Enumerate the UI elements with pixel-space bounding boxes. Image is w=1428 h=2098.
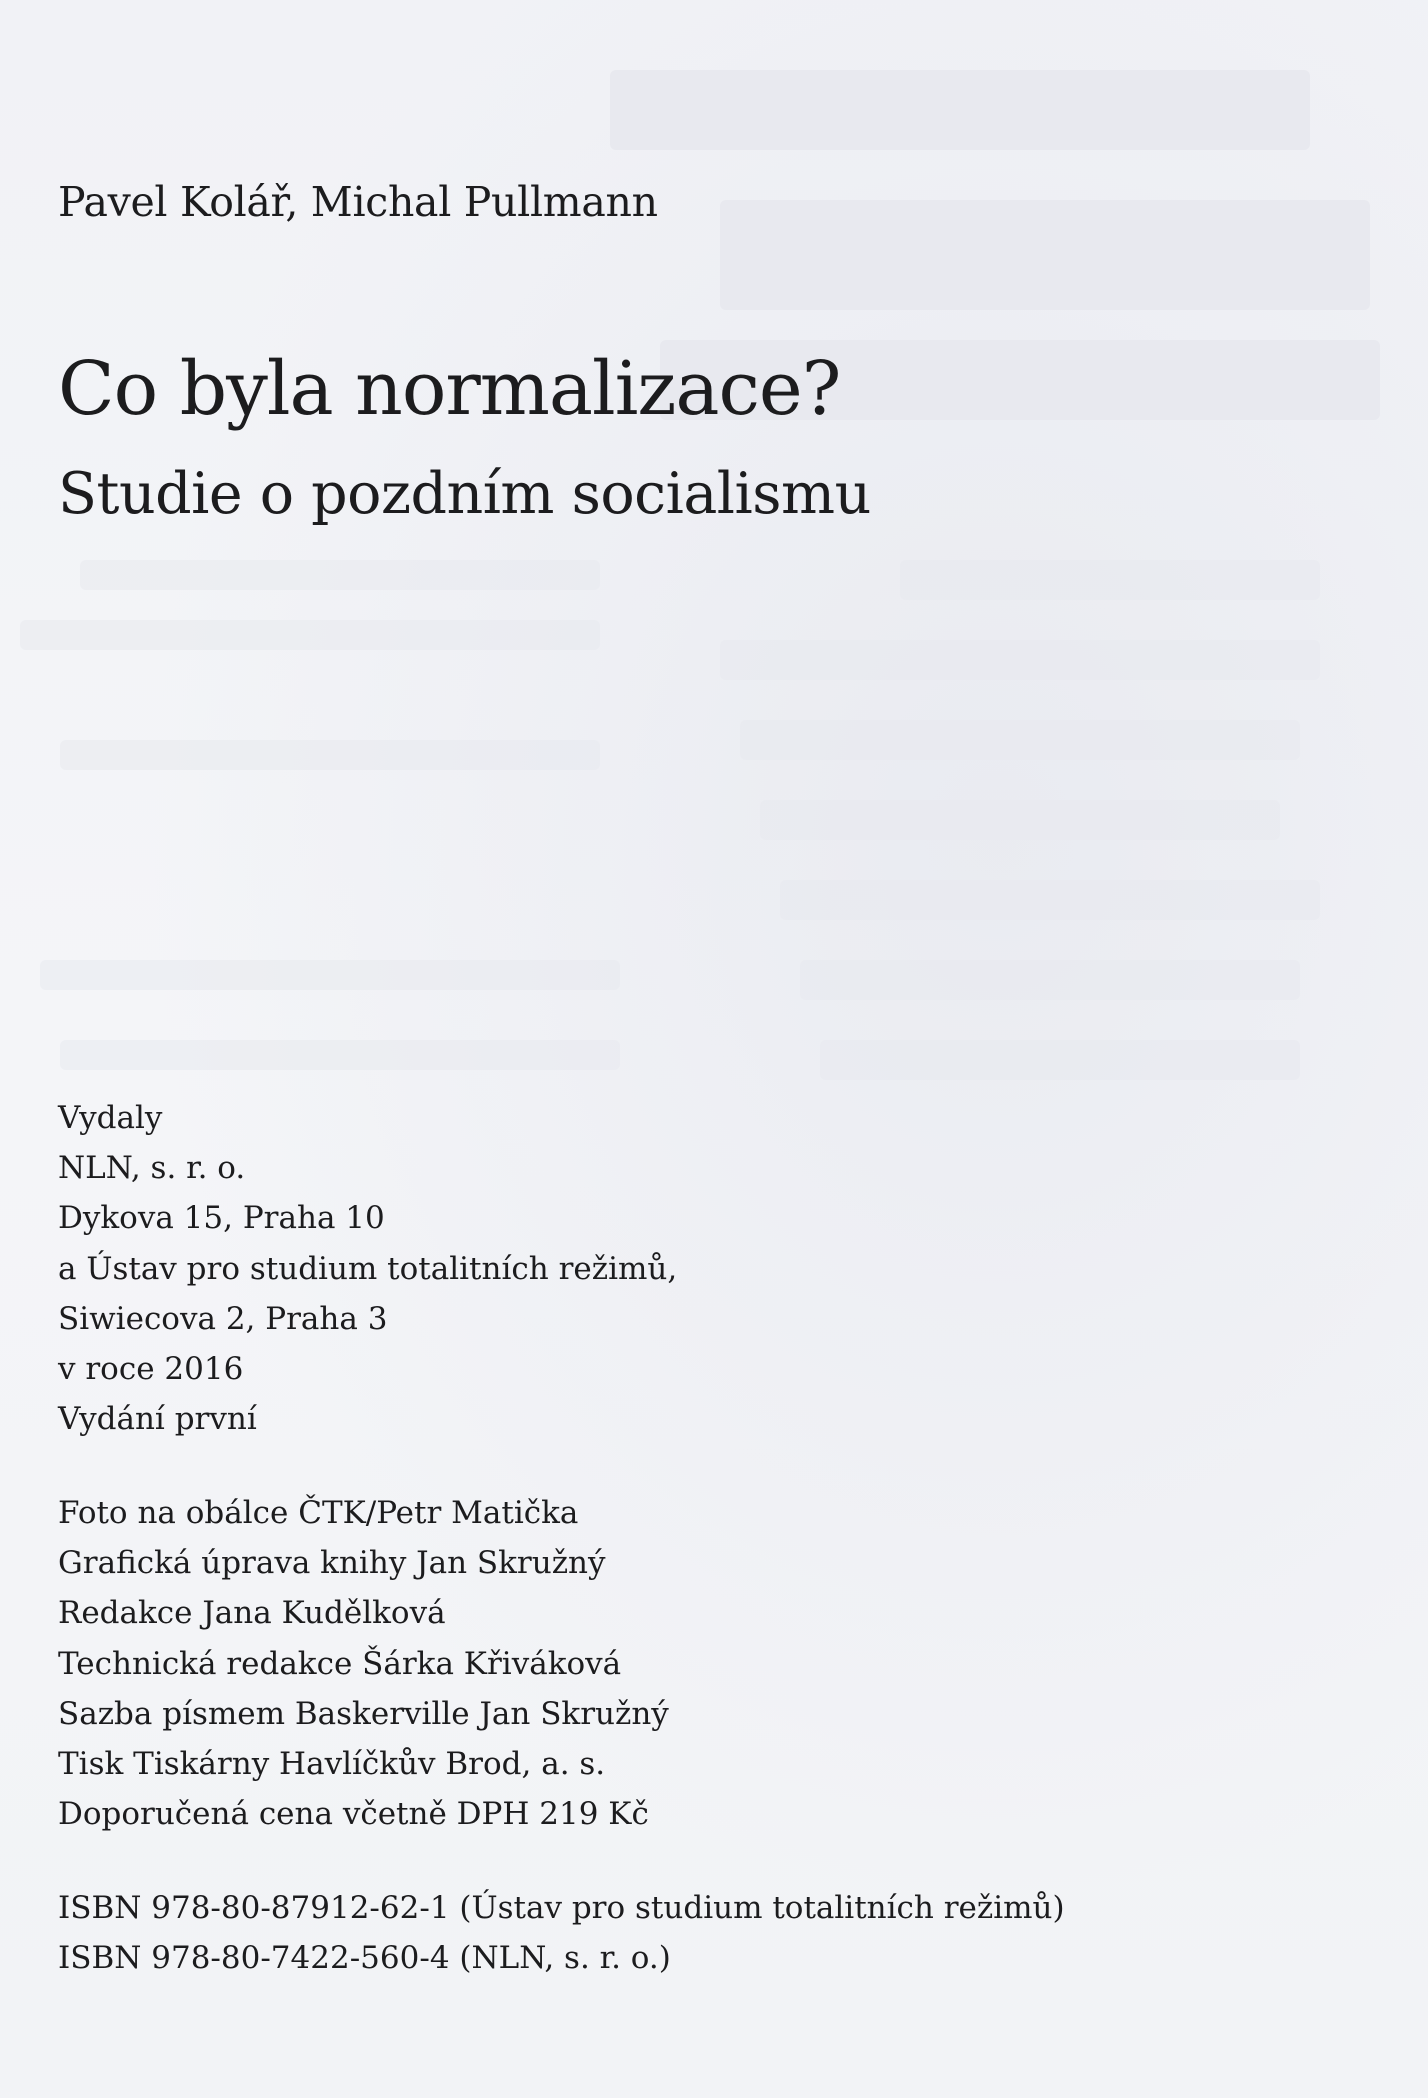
book-subtitle: Studie o pozdním socialismu xyxy=(58,461,871,527)
show-through-band xyxy=(900,560,1320,600)
show-through-band xyxy=(20,620,600,650)
credit-line: Doporučená cena včetně DPH 219 Kč xyxy=(58,1796,649,1833)
credit-line: Grafická úprava knihy Jan Skružný xyxy=(58,1545,606,1582)
show-through-band xyxy=(40,960,620,990)
isbn-info xyxy=(58,1883,1065,1983)
show-through-band xyxy=(60,1040,620,1070)
publication-line: Dykova 15, Praha 10 xyxy=(58,1200,385,1237)
publication-line: a Ústav pro studium totalitních režimů, xyxy=(58,1250,678,1287)
credit-line: Redakce Jana Kudělková xyxy=(58,1595,446,1632)
credit-line: Tisk Tiskárny Havlíčkův Brod, a. s. xyxy=(58,1746,606,1783)
publication-line: v roce 2016 xyxy=(58,1351,244,1388)
book-authors: Pavel Kolář, Michal Pullmann xyxy=(58,178,658,226)
show-through-band xyxy=(820,1040,1300,1080)
isbn-line: ISBN 978-80-7422-560-4 (NLN, s. r. o.) xyxy=(58,1940,671,1977)
publication-line: NLN, s. r. o. xyxy=(58,1150,246,1187)
credit-line: Sazba písmem Baskerville Jan Skružný xyxy=(58,1695,669,1732)
publication-line: Vydaly xyxy=(58,1100,163,1136)
show-through-band xyxy=(610,70,1310,150)
publication-line: Siwiecova 2, Praha 3 xyxy=(58,1300,388,1337)
show-through-band xyxy=(720,640,1320,680)
publication-info xyxy=(58,1093,677,1444)
publication-line: Vydání první xyxy=(58,1401,257,1438)
credits-info xyxy=(58,1488,669,1839)
show-through-band xyxy=(780,880,1320,920)
isbn-line: ISBN 978-80-87912-62-1 (Ústav pro studium totalitních režimů) xyxy=(58,1890,1065,1926)
show-through-band xyxy=(720,200,1370,310)
credit-line: Foto na obálce ČTK/Petr Matička xyxy=(58,1495,579,1531)
show-through-band xyxy=(760,800,1280,840)
credit-line: Technická redakce Šárka Křiváková xyxy=(58,1645,622,1682)
show-through-band xyxy=(80,560,600,590)
show-through-band xyxy=(740,720,1300,760)
show-through-band xyxy=(60,740,600,770)
show-through-band xyxy=(800,960,1300,1000)
book-title: Co byla normalizace? xyxy=(58,346,841,432)
